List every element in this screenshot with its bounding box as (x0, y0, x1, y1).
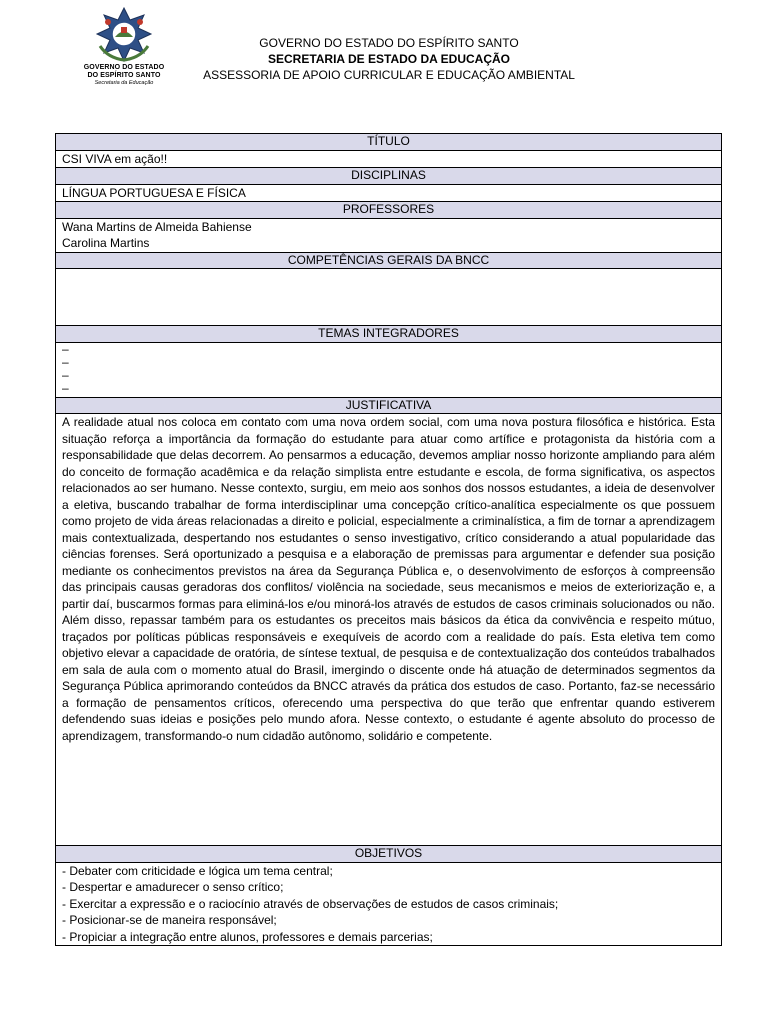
header-secretariat: SECRETARIA DE ESTADO DA EDUCAÇÃO (267, 52, 510, 66)
titulo-value: CSI VIVA em ação!! (56, 150, 722, 168)
justificativa-text: A realidade atual nos coloca em contato com uma nova ordem social, com uma nova postura filosófica e histórica. Esta situação reforça a importância da formação do estudante para atuar como artífice e protagonista da história com a responsabilidade que delas decorrem. Ao pensarmos a educação, devemos ampliar nosso horizonte ampliando para além do conceito de formação acadêmica e da relação simplista entre estudante e escola, de forma significativa, os aspectos relacionados ao ser humano. Nesse contexto, surgiu, em meio aos sonhos dos nossos estudantes, a ideia de desenvolver a eletiva, buscando trabalhar de forma interdisciplinar uma concepção crítico-analítica especialmente os que possuem como projeto de vida áreas relacionadas a direito e policial, especialmente a criminalística, a fim de tornar a aprendizagem mais contextualizada, despertando nos estudantes o senso investigativo, crítico considerando a atual popularidade das ciências forenses. Será oportunizado a pesquisa e a elaboração de premissas para argumentar e defender sua posição mediante os conhecimentos previstos na área da Segurança Pública e, o desenvolvimento de esforços à compreensão das principais causas geradoras dos conflitos/ violência na sociedade, seus mecanismos e meios de exteriorização e, a partir daí, buscarmos formas para eliminá-los e/ou minorá-los através de estudos de casos criminais solucionados ou não. Além disso, repassar também para os estudantes os preceitos mais básicos da ética da convivência e respeito mútuo, traçados por políticas públicas responsáveis e exequíveis de acordo com a realidade do país. Esta eletiva tem como objetivo elevar a capacidade de oratória, de síntese textual, de pesquisa e de contextualização dos conteúdos trabalhados em sala de aula com o momento atual do Brasil, imergindo o discente onde há atuação de determinados segmentos da Segurança Pública aprimorando conteúdos da BNCC através da prática dos estudos de caso. Portanto, faz-se necessário a formação de pensamentos críticos, oferecendo uma perspectiva do que terão que enfrentar quando estiverem defendendo suas ideias e posições pelo mundo afora. Nesse contexto, o estudante é agente absoluto do processo de aprendizagem, transformando-o num cidadão autônomo, solidário e competente. (56, 414, 722, 846)
objetivo-item: - Debater com criticidade e lógica um tema central; (62, 863, 333, 878)
tema-item: – (62, 381, 69, 396)
tema-item: – (62, 341, 69, 356)
objetivo-item: - Propiciar a integração entre alunos, professores e demais parcerias; (62, 929, 433, 944)
logo-line-3: Secretaria da Educação (94, 80, 154, 86)
objetivos-list (56, 862, 722, 946)
professor-name: Carolina Martins (62, 236, 150, 250)
objetivos-heading: OBJETIVOS (56, 846, 722, 863)
logo-line-2: DO ESPÍRITO SANTO (87, 72, 161, 79)
objetivo-item: - Posicionar-se de maneira responsável; (62, 913, 277, 927)
header-department: ASSESSORIA DE APOIO CURRICULAR E EDUCAÇÃO AMBIENTAL (203, 68, 575, 82)
titulo-heading: TÍTULO (56, 134, 722, 151)
competencias-heading: COMPETÊNCIAS GERAIS DA BNCC (56, 252, 722, 269)
logo-line-1: GOVERNO DO ESTADO (83, 64, 165, 71)
objetivo-item: - Despertar e amadurecer o senso crítico; (62, 880, 284, 894)
header-government: GOVERNO DO ESTADO DO ESPÍRITO SANTO (259, 36, 519, 50)
project-form-table (55, 133, 722, 946)
coat-of-arms-icon (94, 6, 154, 64)
temas-list (56, 342, 722, 397)
justificativa-heading: JUSTIFICATIVA (56, 397, 722, 414)
tema-item: – (62, 354, 69, 369)
disciplinas-value: LÍNGUA PORTUGUESA E FÍSICA (56, 184, 722, 202)
professores-heading: PROFESSORES (56, 202, 722, 219)
disciplinas-heading: DISCIPLINAS (56, 168, 722, 185)
professor-name: Wana Martins de Almeida Bahiense (62, 219, 252, 234)
state-logo (78, 6, 170, 96)
competencias-value (56, 269, 722, 326)
temas-heading: TEMAS INTEGRADORES (56, 326, 722, 343)
tema-item: – (62, 368, 69, 383)
document-header (180, 35, 598, 83)
objetivo-item: - Exercitar a expressão e o raciocínio através de observações de estudos de casos criminais; (62, 896, 559, 911)
professores-list (56, 218, 722, 252)
